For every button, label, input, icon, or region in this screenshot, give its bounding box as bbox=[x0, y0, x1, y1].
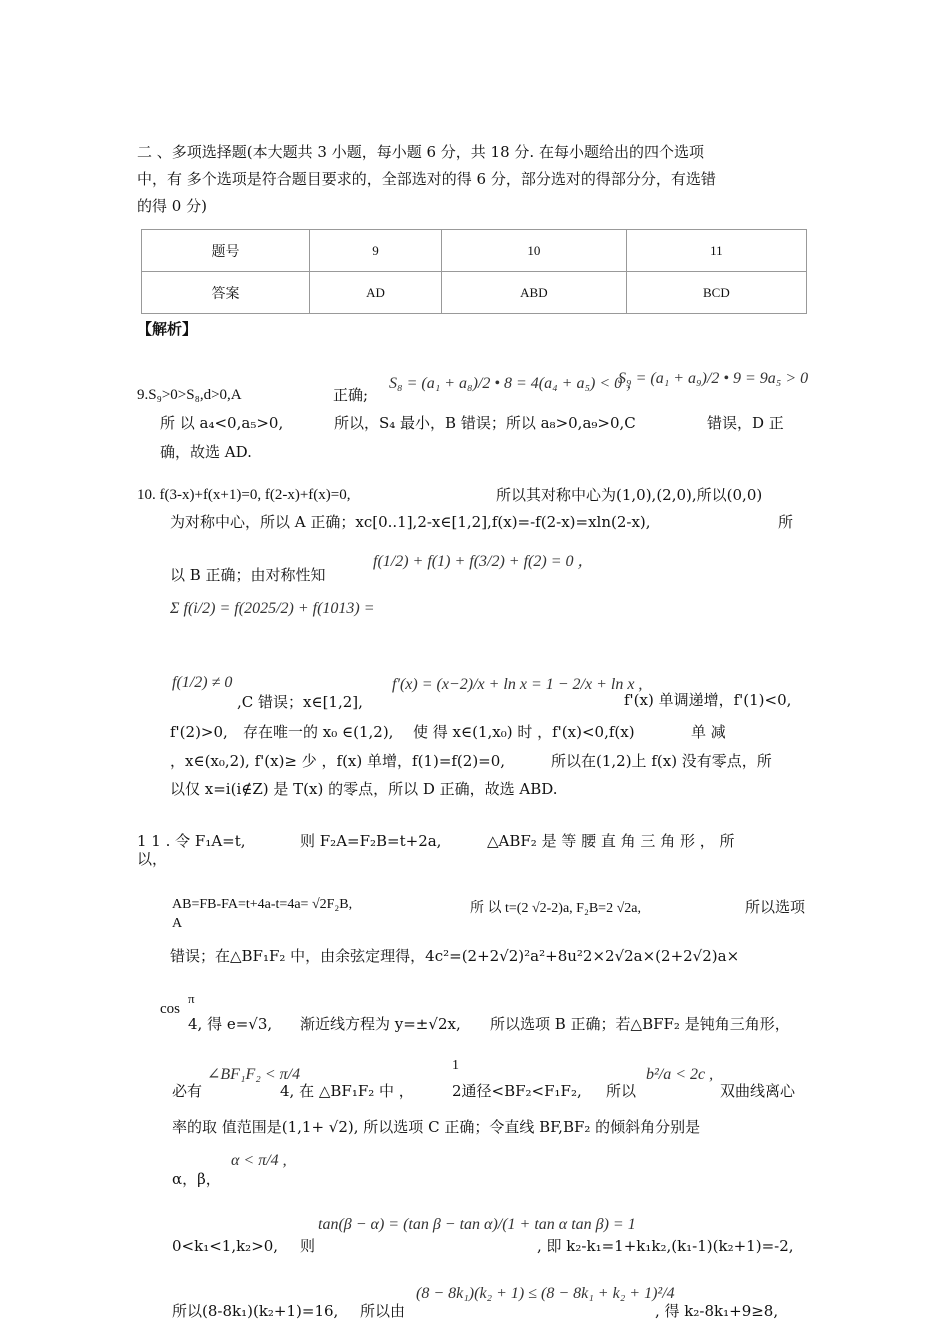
answer-table bbox=[141, 229, 807, 314]
q9-line-1b: 正确; bbox=[333, 386, 369, 404]
q10-line-2b: 所 bbox=[778, 513, 794, 531]
table-row bbox=[142, 272, 807, 314]
q10-formula-nonzero: f(1/2) ≠ 0 bbox=[172, 674, 233, 691]
table-header-cell: 11 bbox=[626, 230, 806, 272]
q11-line-1d: 以， bbox=[137, 850, 168, 868]
q11-pi: π bbox=[188, 991, 195, 1006]
section-line-2: 中，有 多个选项是符合题目要求的，全部选对的得 6 分，部分选对的得部分分，有选错 bbox=[137, 170, 716, 188]
q10-line-9: 以仅 x=i(i∉Z) 是 T(x) 的零点，所以 D 正确，故选 ABD. bbox=[170, 780, 558, 798]
table-cell: 答案 bbox=[142, 272, 310, 314]
q11-line-6: 率的取 值范围是(1,1+ √2), 所以选项 C 正确；令直线 BF,BF₂ 的倾斜角分别是 bbox=[172, 1118, 701, 1136]
q11-line-4c: 4, 得 e=√3, bbox=[188, 1015, 273, 1033]
q9-line-1a: 9.S₉>0>S₈,d>0,A bbox=[137, 387, 242, 403]
q11-line-9b: 所以由 bbox=[360, 1302, 406, 1320]
q11-formula-angle: ∠BF₁F₂ < π/4 bbox=[207, 1066, 301, 1083]
q11-line-1c: △ABF₂ 是 等 腰 直 角 三 角 形 ， 所 bbox=[487, 832, 735, 850]
q10-line-7c: 使 得 x∈(1,x₀) 时 ，f'(x)<0,f(x) bbox=[413, 723, 635, 741]
q10-line-3a: 以 B 正确；由对称性知 bbox=[170, 566, 326, 584]
analysis-heading: 【解析】 bbox=[137, 320, 198, 338]
q9-line-2c: 错误，D 正 bbox=[707, 414, 784, 432]
q11-line-1b: 则 F₂A=F₂B=t+2a, bbox=[300, 832, 442, 850]
table-cell: ABD bbox=[442, 272, 627, 314]
q9-formula-s9: S₉ = (a₁ + a₉)/2 • 9 = 9a₅ > 0 bbox=[618, 370, 809, 387]
q11-line-8c: , 即 k₂-k₁=1+k₁k₂,(k₁-1)(k₂+1)=-2, bbox=[537, 1237, 794, 1255]
q10-line-8a: ，x∈(x₀,2), f'(x)≥ 少 ，f(x) 单增，f(1)=f(2)=0, bbox=[170, 752, 506, 770]
q11-cos: cos bbox=[160, 1001, 180, 1017]
q11-line-5e: 所以 bbox=[606, 1082, 637, 1100]
q10-line-7b: 存在唯一的 x₀ ∈(1,2), bbox=[243, 723, 394, 741]
q11-line-2a: AB=FB-FA=t+4a-t=4a= √2F₂B, bbox=[172, 897, 353, 912]
table-cell: AD bbox=[310, 272, 442, 314]
q10-formula-sum: Σ f(i/2) = f(2025/2) + f(1013) = bbox=[170, 600, 375, 617]
q11-line-9c: , 得 k₂-8k₁+9≥8, bbox=[655, 1302, 779, 1320]
q10-line-1a: 10. f(3-x)+f(x+1)=0, f(2-x)+f(x)=0, bbox=[137, 487, 351, 503]
q11-line-8b: 则 bbox=[300, 1237, 316, 1255]
q11-line-4e: 所以选项 B 正确；若△BFF₂ 是钝角三角形， bbox=[490, 1015, 790, 1033]
q11-line-1a: 1 1 . 令 F₁A=t, bbox=[137, 832, 246, 850]
q10-line-6a: ,C 错误；x∈[1,2], bbox=[237, 693, 363, 711]
q11-half-num: 1 bbox=[452, 1058, 459, 1073]
table-header-cell: 9 bbox=[310, 230, 442, 272]
q11-line-7a: α，β， bbox=[172, 1170, 221, 1188]
q9-formula-s8: S₈ = (a₁ + a₈)/2 • 8 = 4(a₄ + a₅) < 0 ， bbox=[389, 375, 643, 392]
q11-line-2d: A bbox=[172, 916, 183, 931]
q11-line-5b: 4, 在 △BF₁F₂ 中 ， bbox=[280, 1082, 414, 1100]
q10-line-6b: f'(x) 单调递增，f'(1)<0, bbox=[624, 691, 792, 709]
q10-line-7a: f'(2)>0, bbox=[170, 723, 228, 741]
q10-formula-derivative: f′(x) = (x−2)/x + ln x = 1 − 2/x + ln x , bbox=[392, 676, 643, 693]
table-header-cell: 题号 bbox=[142, 230, 310, 272]
q11-formula-tan: tan(β − α) = (tan β − tan α)/(1 + tan α tan β) = 1 bbox=[318, 1216, 636, 1233]
q11-line-5d: 2通径<BF₂<F₁F₂, bbox=[452, 1082, 582, 1100]
q11-formula-alpha: α < π/4 , bbox=[231, 1152, 287, 1169]
q9-line-2b: 所以，S₄ 最小，B 错误；所以 a₈>0,a₉>0,C bbox=[334, 414, 636, 432]
section-title-text: 二 、多项选择题(本大题共 3 小题，每小题 6 分，共 18 分. 在每小题给出的四个选项 bbox=[137, 143, 704, 161]
q10-line-1b: 所以其对称中心为(1,0),(2,0),所以(0,0) bbox=[496, 486, 763, 504]
q11-formula-ineq: (8 − 8k₁)(k₂ + 1) ≤ (8 − 8k₁ + k₂ + 1)²/4 bbox=[416, 1285, 675, 1302]
q10-formula-symmetry: f(1/2) + f(1) + f(3/2) + f(2) = 0 ， bbox=[373, 553, 594, 570]
table-header-cell: 10 bbox=[442, 230, 627, 272]
q9-line-2a: 所 以 a₄<0,a₅>0, bbox=[160, 414, 284, 432]
q11-line-3: 错误；在△BF₁F₂ 中，由余弦定理得，4c²=(2+2√2)²a²+8u²2×2√2a×(2+2√2)a× bbox=[170, 947, 740, 965]
q11-line-5a: 必有 bbox=[172, 1082, 203, 1100]
section-line-1 bbox=[137, 142, 704, 162]
q11-line-2c: 所以选项 bbox=[745, 898, 806, 916]
q11-line-2b: 所 以 t=(2 √2-2)a, F₂B=2 √2a, bbox=[470, 901, 641, 916]
q11-line-9a: 所以(8-8k₁)(k₂+1)=16, bbox=[172, 1302, 339, 1320]
q11-formula-latus: b²/a < 2c , bbox=[646, 1066, 714, 1083]
q11-line-5f: 双曲线离心 bbox=[720, 1082, 796, 1100]
q10-line-7d: 单 减 bbox=[691, 723, 726, 741]
q11-line-4d: 渐近线方程为 y=±√2x, bbox=[300, 1015, 461, 1033]
table-cell: BCD bbox=[626, 272, 806, 314]
q11-line-8a: 0<k₁<1,k₂>0, bbox=[172, 1237, 279, 1255]
section-line-3: 的得 0 分) bbox=[137, 197, 207, 215]
q9-line-3: 确，故选 AD. bbox=[160, 443, 252, 461]
q10-line-8b: 所以在(1,2)上 f(x) 没有零点，所 bbox=[551, 752, 772, 770]
table-row bbox=[142, 230, 807, 272]
q10-line-2a: 为对称中心，所以 A 正确；xc[0..1],2-x∈[1,2],f(x)=-f(2-x)=xln(2-x), bbox=[170, 513, 651, 531]
